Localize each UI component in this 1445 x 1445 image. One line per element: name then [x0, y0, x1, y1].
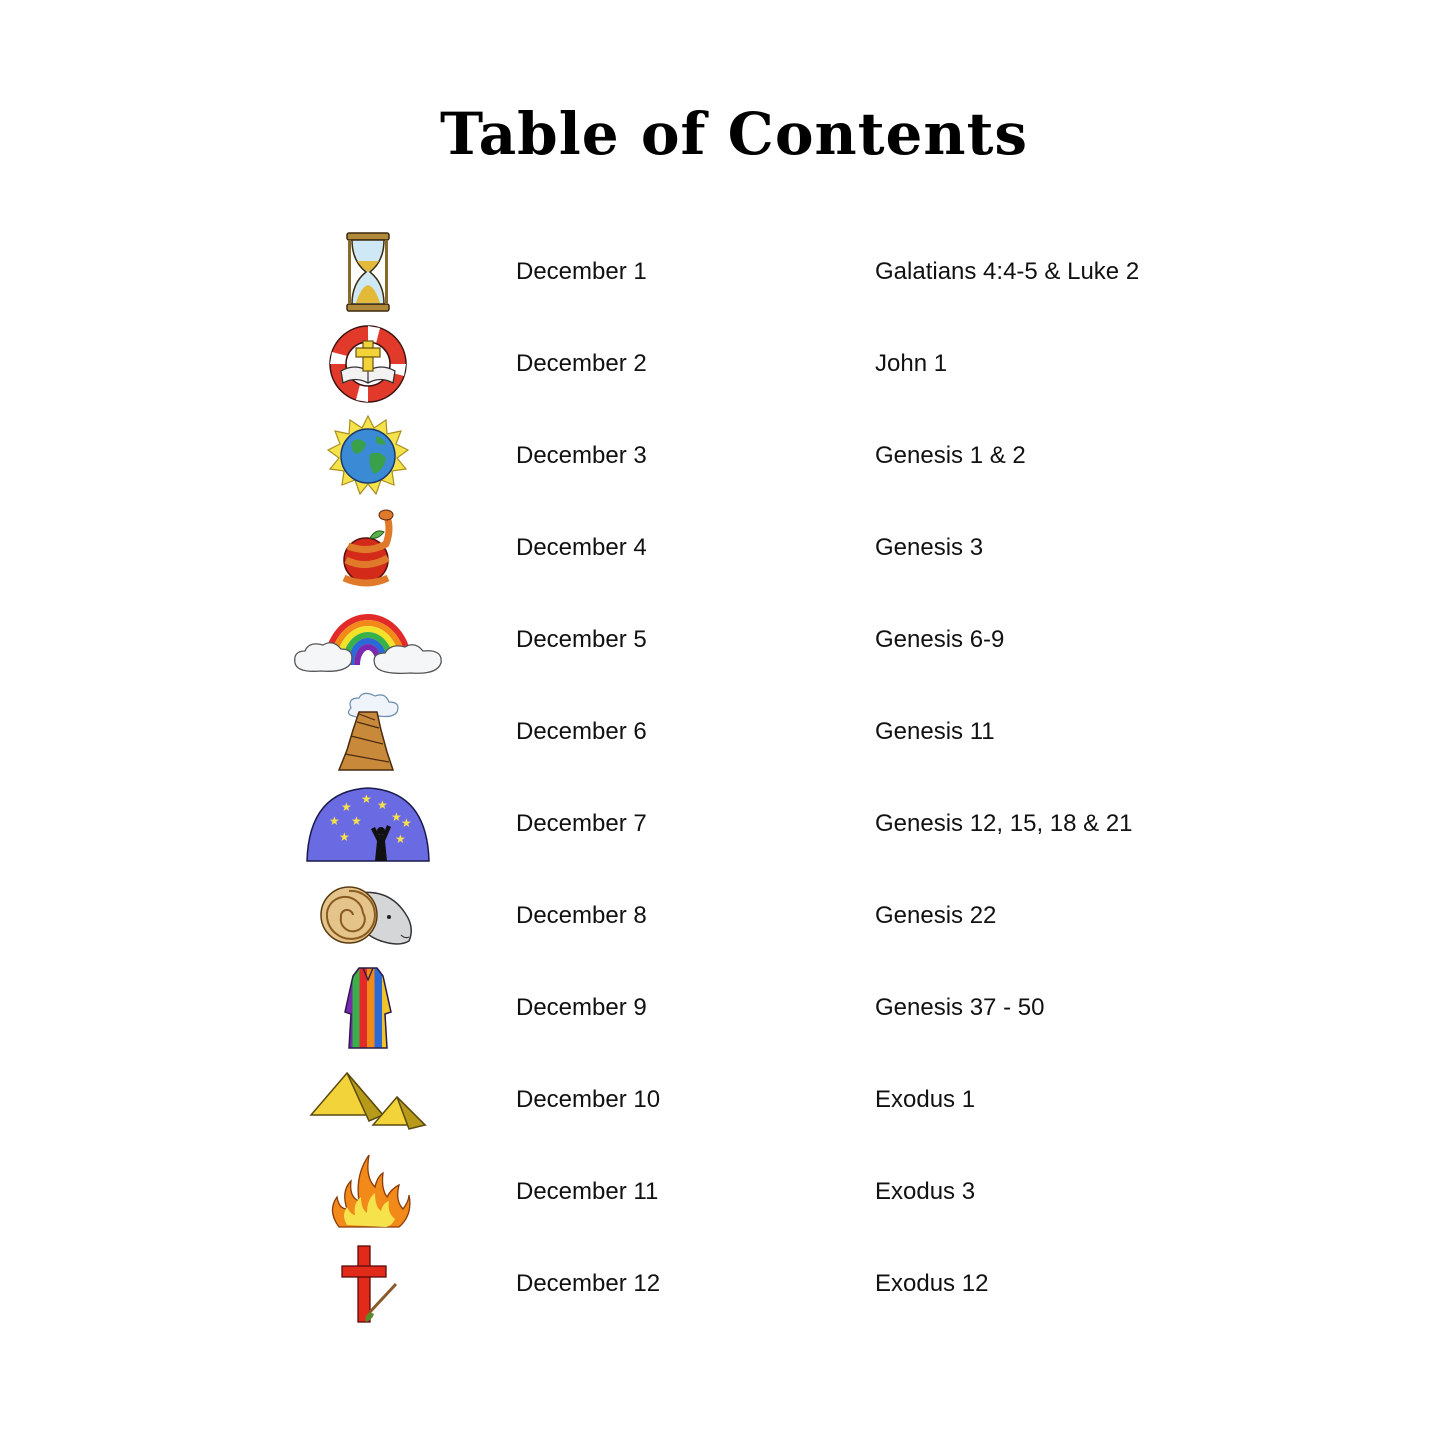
- list-item: [0, 1146, 1445, 1238]
- entry-reference: Exodus 3: [875, 1178, 976, 1205]
- list-item: [0, 778, 1445, 870]
- entry-date: December 7: [516, 810, 647, 837]
- svg-text:★: ★: [391, 810, 402, 824]
- entry-date: December 4: [516, 534, 647, 561]
- entry-date: December 3: [516, 442, 647, 469]
- entry-reference: John 1: [875, 350, 948, 377]
- striped-coat-icon: [288, 962, 448, 1054]
- list-item: [0, 318, 1445, 410]
- svg-text:★: ★: [351, 814, 362, 828]
- list-item: [0, 870, 1445, 962]
- list-item: [0, 226, 1445, 318]
- pyramids-icon: [288, 1054, 448, 1146]
- page-title: Table of Contents: [439, 100, 1029, 168]
- svg-text:★: ★: [339, 830, 350, 844]
- entry-reference: Exodus 12: [875, 1270, 989, 1297]
- entry-reference: Genesis 1 & 2: [875, 442, 1026, 469]
- entry-date: December 1: [516, 258, 647, 285]
- entry-reference: Exodus 1: [875, 1086, 976, 1113]
- entry-date: December 5: [516, 626, 647, 653]
- serpent-apple-icon: [288, 502, 448, 594]
- ram-icon: [288, 870, 448, 962]
- entry-reference: Genesis 11: [875, 718, 995, 745]
- entry-date: December 10: [516, 1086, 661, 1113]
- hourglass-icon: [288, 226, 448, 318]
- svg-text:★: ★: [361, 792, 372, 806]
- contents-list: [0, 226, 1445, 1330]
- entry-reference: Genesis 12, 15, 18 & 21: [875, 810, 1133, 837]
- svg-text:★: ★: [341, 800, 352, 814]
- entry-date: December 11: [516, 1178, 659, 1205]
- tower-of-babel-icon: [288, 686, 448, 778]
- entry-date: December 9: [516, 994, 647, 1021]
- entry-date: December 6: [516, 718, 647, 745]
- list-item: [0, 410, 1445, 502]
- list-item: [0, 686, 1445, 778]
- cross-hyssop-icon: [288, 1238, 448, 1330]
- entry-reference: Genesis 22: [875, 902, 997, 929]
- bible-lifebuoy-icon: [288, 318, 448, 410]
- list-item: [0, 1238, 1445, 1330]
- list-item: [0, 962, 1445, 1054]
- list-item: [0, 502, 1445, 594]
- earth-sun-icon: [288, 410, 448, 502]
- entry-date: December 12: [516, 1270, 661, 1297]
- entry-reference: Galatians 4:4-5 & Luke 2: [875, 258, 1140, 285]
- list-item: [0, 594, 1445, 686]
- entry-date: December 2: [516, 350, 647, 377]
- entry-reference: Genesis 3: [875, 534, 984, 561]
- svg-text:★: ★: [329, 814, 340, 828]
- entry-reference: Genesis 6-9: [875, 626, 1005, 653]
- list-item: [0, 1054, 1445, 1146]
- svg-text:★: ★: [395, 832, 406, 846]
- svg-text:★: ★: [401, 816, 412, 830]
- entry-date: December 8: [516, 902, 647, 929]
- burning-bush-icon: [288, 1146, 448, 1238]
- entry-reference: Genesis 37 - 50: [875, 994, 1045, 1021]
- rainbow-clouds-icon: [288, 594, 448, 686]
- svg-text:★: ★: [377, 798, 388, 812]
- starry-sky-icon: [288, 778, 448, 870]
